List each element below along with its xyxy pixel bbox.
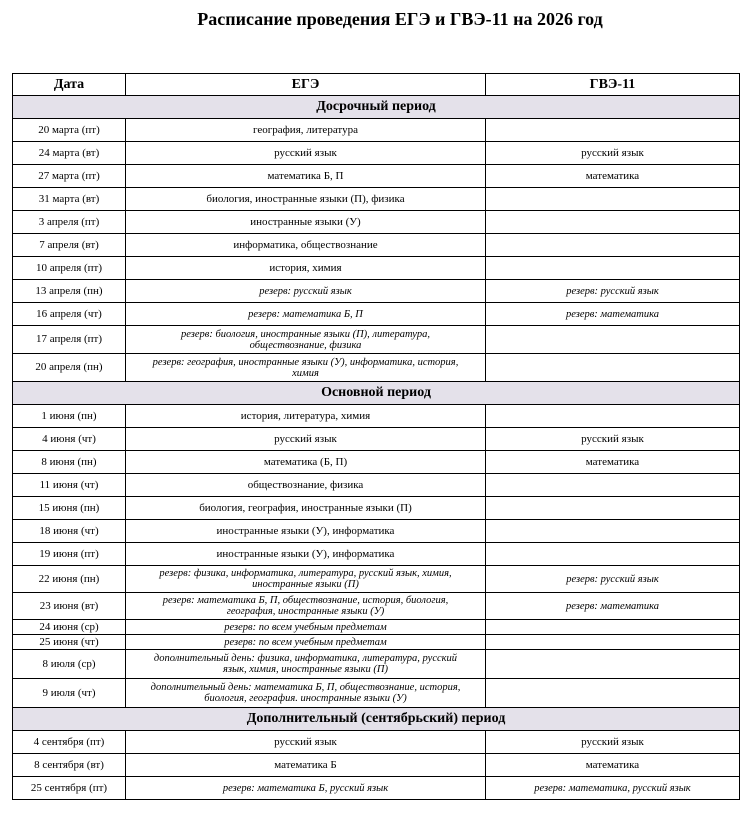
gve-cell <box>486 326 740 354</box>
header-date: Дата <box>13 74 126 96</box>
date-cell: 10 апреля (пт) <box>13 257 126 280</box>
table-row <box>13 474 740 497</box>
header-row <box>13 74 740 96</box>
ege-cell: иностранные языки (У), информатика <box>126 520 486 543</box>
gve-cell <box>486 635 740 650</box>
ege-cell <box>126 679 486 708</box>
date-cell: 20 марта (пт) <box>13 119 126 142</box>
ege-cell <box>126 566 486 593</box>
ege-cell <box>126 354 486 382</box>
date-cell: 4 июня (чт) <box>13 428 126 451</box>
gve-cell <box>486 543 740 566</box>
ege-cell: математика (Б, П) <box>126 451 486 474</box>
date-cell: 27 марта (пт) <box>13 165 126 188</box>
section-row <box>13 382 740 405</box>
gve-cell <box>486 188 740 211</box>
table-row <box>13 165 740 188</box>
date-cell: 24 июня (ср) <box>13 620 126 635</box>
table-row <box>13 679 740 708</box>
gve-cell <box>486 620 740 635</box>
date-cell: 18 июня (чт) <box>13 520 126 543</box>
table-row <box>13 731 740 754</box>
section-row <box>13 708 740 731</box>
table-row <box>13 566 740 593</box>
date-cell: 31 марта (вт) <box>13 188 126 211</box>
ege-cell: русский язык <box>126 731 486 754</box>
date-cell: 16 апреля (чт) <box>13 303 126 326</box>
table-row <box>13 119 740 142</box>
ege-cell: история, литература, химия <box>126 405 486 428</box>
ege-cell <box>126 635 486 650</box>
date-cell: 4 сентября (пт) <box>13 731 126 754</box>
gve-cell: русский язык <box>486 428 740 451</box>
date-cell: 8 июня (пн) <box>13 451 126 474</box>
date-cell: 25 сентября (пт) <box>13 777 126 800</box>
table-row <box>13 543 740 566</box>
date-cell: 13 апреля (пн) <box>13 280 126 303</box>
table-row <box>13 451 740 474</box>
table-row <box>13 326 740 354</box>
gve-cell: русский язык <box>486 142 740 165</box>
gve-cell: резерв: математика, русский язык <box>486 777 740 800</box>
table-row <box>13 234 740 257</box>
table-row <box>13 497 740 520</box>
ege-cell: русский язык <box>126 428 486 451</box>
ege-cell: иностранные языки (У) <box>126 211 486 234</box>
header-gve: ГВЭ-11 <box>486 74 740 96</box>
schedule-body <box>13 96 740 800</box>
ege-cell-text: резерв: по всем учебным предметам <box>224 621 387 633</box>
section-title: Основной период <box>13 382 740 405</box>
ege-cell <box>126 650 486 679</box>
gve-cell <box>486 354 740 382</box>
table-row <box>13 754 740 777</box>
ege-cell-text: резерв: математика Б, русский язык <box>222 782 389 794</box>
gve-cell: математика <box>486 165 740 188</box>
ege-cell: информатика, обществознание <box>126 234 486 257</box>
gve-cell <box>486 497 740 520</box>
table-row <box>13 257 740 280</box>
gve-cell: резерв: математика <box>486 303 740 326</box>
table-row <box>13 593 740 620</box>
ege-cell: биология, иностранные языки (П), физика <box>126 188 486 211</box>
date-cell: 9 июля (чт) <box>13 679 126 708</box>
table-row <box>13 405 740 428</box>
date-cell: 3 апреля (пт) <box>13 211 126 234</box>
gve-cell <box>486 257 740 280</box>
table-row <box>13 428 740 451</box>
gve-cell: математика <box>486 754 740 777</box>
date-cell: 19 июня (пт) <box>13 543 126 566</box>
ege-cell: биология, география, иностранные языки (П) <box>126 497 486 520</box>
ege-cell-text: дополнительный день: физика, информатика, литература, русский язык, химия, иностранные языки (П) <box>153 653 458 675</box>
header-ege: ЕГЭ <box>126 74 486 96</box>
section-title: Досрочный период <box>13 96 740 119</box>
gve-cell <box>486 650 740 679</box>
ege-cell: география, литература <box>126 119 486 142</box>
gve-cell: русский язык <box>486 731 740 754</box>
ege-cell-text: резерв: по всем учебным предметам <box>224 636 387 648</box>
ege-cell-text: резерв: математика Б, П <box>248 308 363 320</box>
schedule-table <box>12 73 740 800</box>
gve-cell <box>486 474 740 497</box>
date-cell: 15 июня (пн) <box>13 497 126 520</box>
gve-cell: резерв: русский язык <box>486 280 740 303</box>
date-cell: 22 июня (пн) <box>13 566 126 593</box>
date-cell: 20 апреля (пн) <box>13 354 126 382</box>
gve-cell: резерв: математика <box>486 593 740 620</box>
gve-cell <box>486 520 740 543</box>
ege-cell-text: резерв: физика, информатика, литература, русский язык, химия, иностранные языки (П) <box>159 568 452 590</box>
ege-cell: математика Б <box>126 754 486 777</box>
date-cell: 23 июня (вт) <box>13 593 126 620</box>
ege-cell-text: резерв: русский язык <box>259 285 352 297</box>
ege-cell <box>126 777 486 800</box>
table-row <box>13 211 740 234</box>
ege-cell-text: дополнительный день: математика Б, П, обществознание, история, биология, география. иностранные языки (У) <box>150 682 461 704</box>
table-row <box>13 520 740 543</box>
ege-cell: математика Б, П <box>126 165 486 188</box>
gve-cell <box>486 119 740 142</box>
date-cell: 17 апреля (пт) <box>13 326 126 354</box>
gve-cell: резерв: русский язык <box>486 566 740 593</box>
table-row <box>13 635 740 650</box>
date-cell: 24 марта (вт) <box>13 142 126 165</box>
table-row <box>13 280 740 303</box>
gve-cell <box>486 405 740 428</box>
ege-cell <box>126 593 486 620</box>
ege-cell-text: резерв: география, иностранные языки (У), информатика, история, химия <box>152 356 459 379</box>
date-cell: 11 июня (чт) <box>13 474 126 497</box>
ege-cell: иностранные языки (У), информатика <box>126 543 486 566</box>
date-cell: 7 апреля (вт) <box>13 234 126 257</box>
ege-cell: история, химия <box>126 257 486 280</box>
table-row <box>13 303 740 326</box>
ege-cell: обществознание, физика <box>126 474 486 497</box>
ege-cell <box>126 280 486 303</box>
ege-cell <box>126 620 486 635</box>
ege-cell <box>126 326 486 354</box>
table-row <box>13 650 740 679</box>
date-cell: 8 июля (ср) <box>13 650 126 679</box>
date-cell: 1 июня (пн) <box>13 405 126 428</box>
date-cell: 8 сентября (вт) <box>13 754 126 777</box>
table-row <box>13 777 740 800</box>
gve-cell <box>486 211 740 234</box>
table-row <box>13 620 740 635</box>
page-title: Расписание проведения ЕГЭ и ГВЭ-11 на 2026 год <box>197 9 603 29</box>
gve-cell <box>486 679 740 708</box>
gve-cell: математика <box>486 451 740 474</box>
table-row <box>13 354 740 382</box>
section-title: Дополнительный (сентябрьский) период <box>13 708 740 731</box>
date-cell: 25 июня (чт) <box>13 635 126 650</box>
ege-cell-text: резерв: математика Б, П, обществознание, история, биология, география, иностранные языки (У) <box>162 595 449 617</box>
section-row <box>13 96 740 119</box>
table-row <box>13 188 740 211</box>
table-row <box>13 142 740 165</box>
ege-cell <box>126 303 486 326</box>
gve-cell <box>486 234 740 257</box>
ege-cell: русский язык <box>126 142 486 165</box>
ege-cell-text: резерв: биология, иностранные языки (П), литература, обществознание, физика <box>181 328 430 351</box>
